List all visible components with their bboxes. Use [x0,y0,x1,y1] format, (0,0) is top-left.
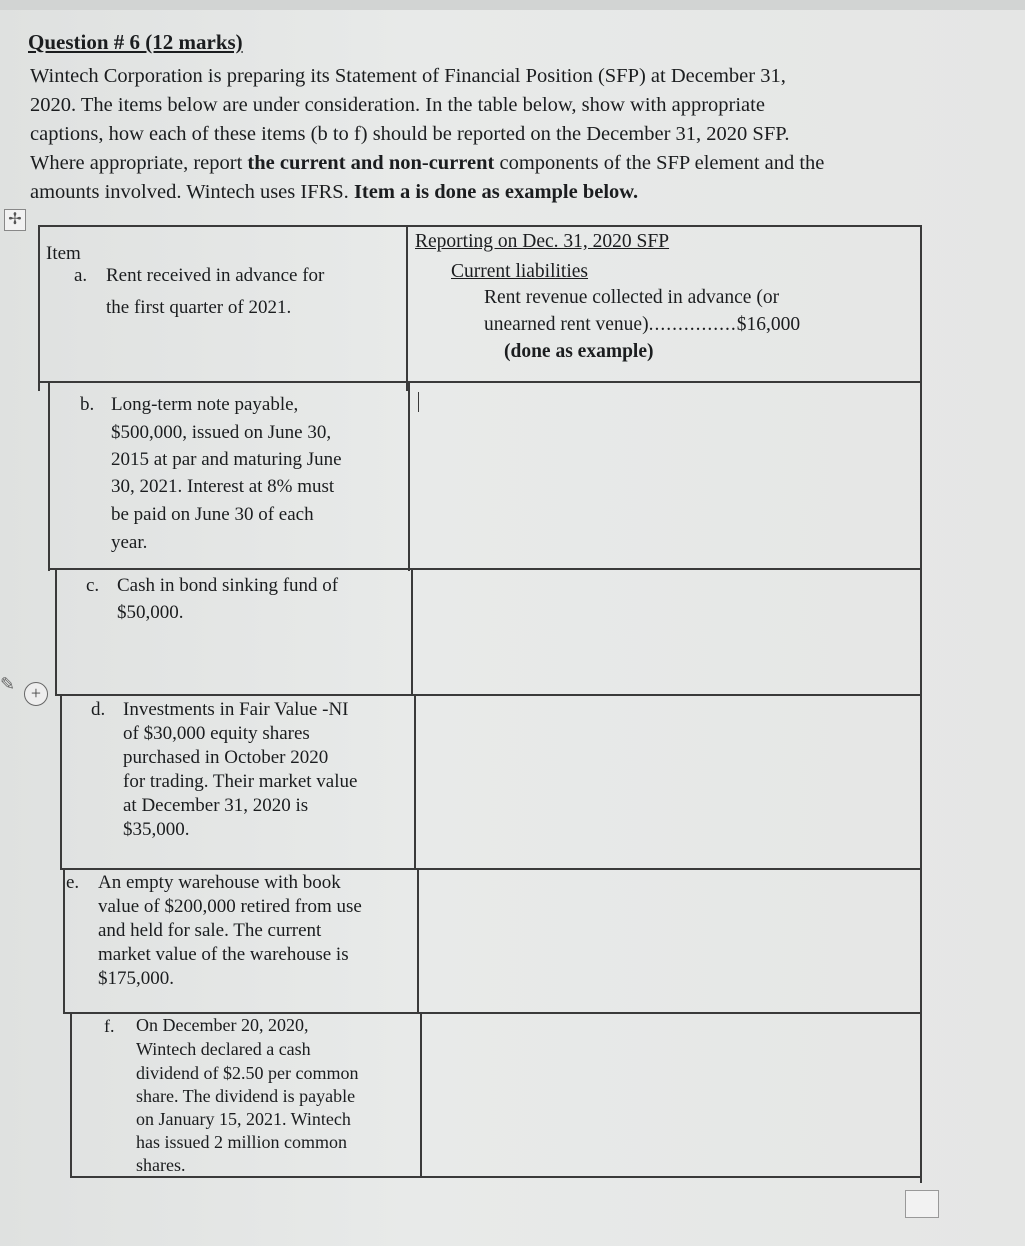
row-d-line-6: $35,000. [123,819,190,840]
row-b-line-4: 30, 2021. Interest at 8% must [111,476,335,497]
table-right-border [920,225,922,1183]
text-cursor [418,392,419,412]
row-c-line-1: Cash in bond sinking fund of [117,575,339,596]
row-b-line-3: 2015 at par and maturing June [111,449,342,470]
table-bottom-border [70,1176,922,1178]
row-f-line-6: has issued 2 million common [136,1132,347,1152]
intro-line-5: amounts involved. Wintech uses IFRS. Item a is done as example below. [30,181,639,203]
row-e-line-3: and held for sale. The current [98,920,322,941]
row-border-c [55,694,922,696]
row-d-label: d. [91,699,106,720]
table-move-handle-icon[interactable]: ✢ [4,209,26,231]
row-d-line-4: for trading. Their market value [123,771,358,792]
intro-line-2: 2020. The items below are under consideration. In the table below, show with appropriate [30,94,765,116]
row-f-label: f. [104,1016,115,1036]
column-divider-f [420,1012,422,1178]
intro-line-4: Where appropriate, report the current and non-current components of the SFP element and the [30,152,825,174]
row-c-label: c. [86,575,100,596]
row-e-line-2: value of $200,000 retired from use [98,896,362,917]
page-top-edge [0,0,1025,10]
add-row-icon[interactable]: + [24,682,48,706]
header-reporting: Reporting on Dec. 31, 2020 SFP [415,231,670,252]
row-b-line-6: year. [111,532,148,553]
row-a-line-1: Rent received in advance for [106,265,325,286]
row-b-line-5: be paid on June 30 of each [111,504,314,525]
row-b-line-2: $500,000, issued on June 30, [111,422,332,443]
example-line-1: Rent revenue collected in advance (or [484,287,780,308]
row-d-line-3: purchased in October 2020 [123,747,329,768]
column-divider-c [411,568,413,696]
row-a-label: a. [74,265,88,286]
table-left-border-a [38,225,40,391]
table-left-border-b [48,381,50,571]
resize-handle-icon[interactable] [905,1190,939,1218]
row-e-label: e. [66,872,80,893]
row-c-line-2: $50,000. [117,602,184,623]
row-f-line-7: shares. [136,1155,186,1175]
row-border-b [48,568,922,570]
example-caption: Current liabilities [451,261,589,282]
table-left-border-e [63,868,65,1014]
row-f-line-1: On December 20, 2020, [136,1015,309,1035]
row-b-label: b. [80,394,95,415]
example-line-2: unearned rent venue)...............$16,000 [484,314,801,335]
row-d-line-5: at December 31, 2020 is [123,795,309,816]
example-note: (done as example) [504,341,654,362]
column-divider-b [408,381,410,571]
pen-cursor-icon: ✎ [0,674,16,694]
column-divider-d [414,694,416,870]
column-divider-a [406,225,408,391]
row-f-line-3: dividend of $2.50 per common [136,1063,359,1083]
row-a-line-2: the first quarter of 2021. [106,297,292,318]
intro-line-1: Wintech Corporation is preparing its Statement of Financial Position (SFP) at December 31, [30,65,786,87]
row-f-line-2: Wintech declared a cash [136,1039,311,1059]
row-d-line-2: of $30,000 equity shares [123,723,310,744]
table-top-border [38,225,922,227]
row-e-line-4: market value of the warehouse is [98,944,349,965]
row-border-a [38,381,922,383]
column-divider-e [417,868,419,1014]
header-item: Item [46,243,81,264]
table-left-border-c [55,568,57,696]
row-e-line-5: $175,000. [98,968,174,989]
row-b-line-1: Long-term note payable, [111,394,299,415]
row-e-line-1: An empty warehouse with book [98,872,341,893]
example-amount: $16,000 [736,314,801,335]
question-title: Question # 6 (12 marks) [28,30,243,54]
intro-line-3: captions, how each of these items (b to f) should be reported on the December 31, 2020 SFP. [30,123,790,145]
row-f-line-5: on January 15, 2021. Wintech [136,1109,351,1129]
table-left-border-f [70,1012,72,1178]
row-f-line-4: share. The dividend is payable [136,1086,356,1106]
table-left-border-d [60,694,62,870]
question-intro [30,62,930,207]
row-d-line-1: Investments in Fair Value -NI [123,699,349,720]
